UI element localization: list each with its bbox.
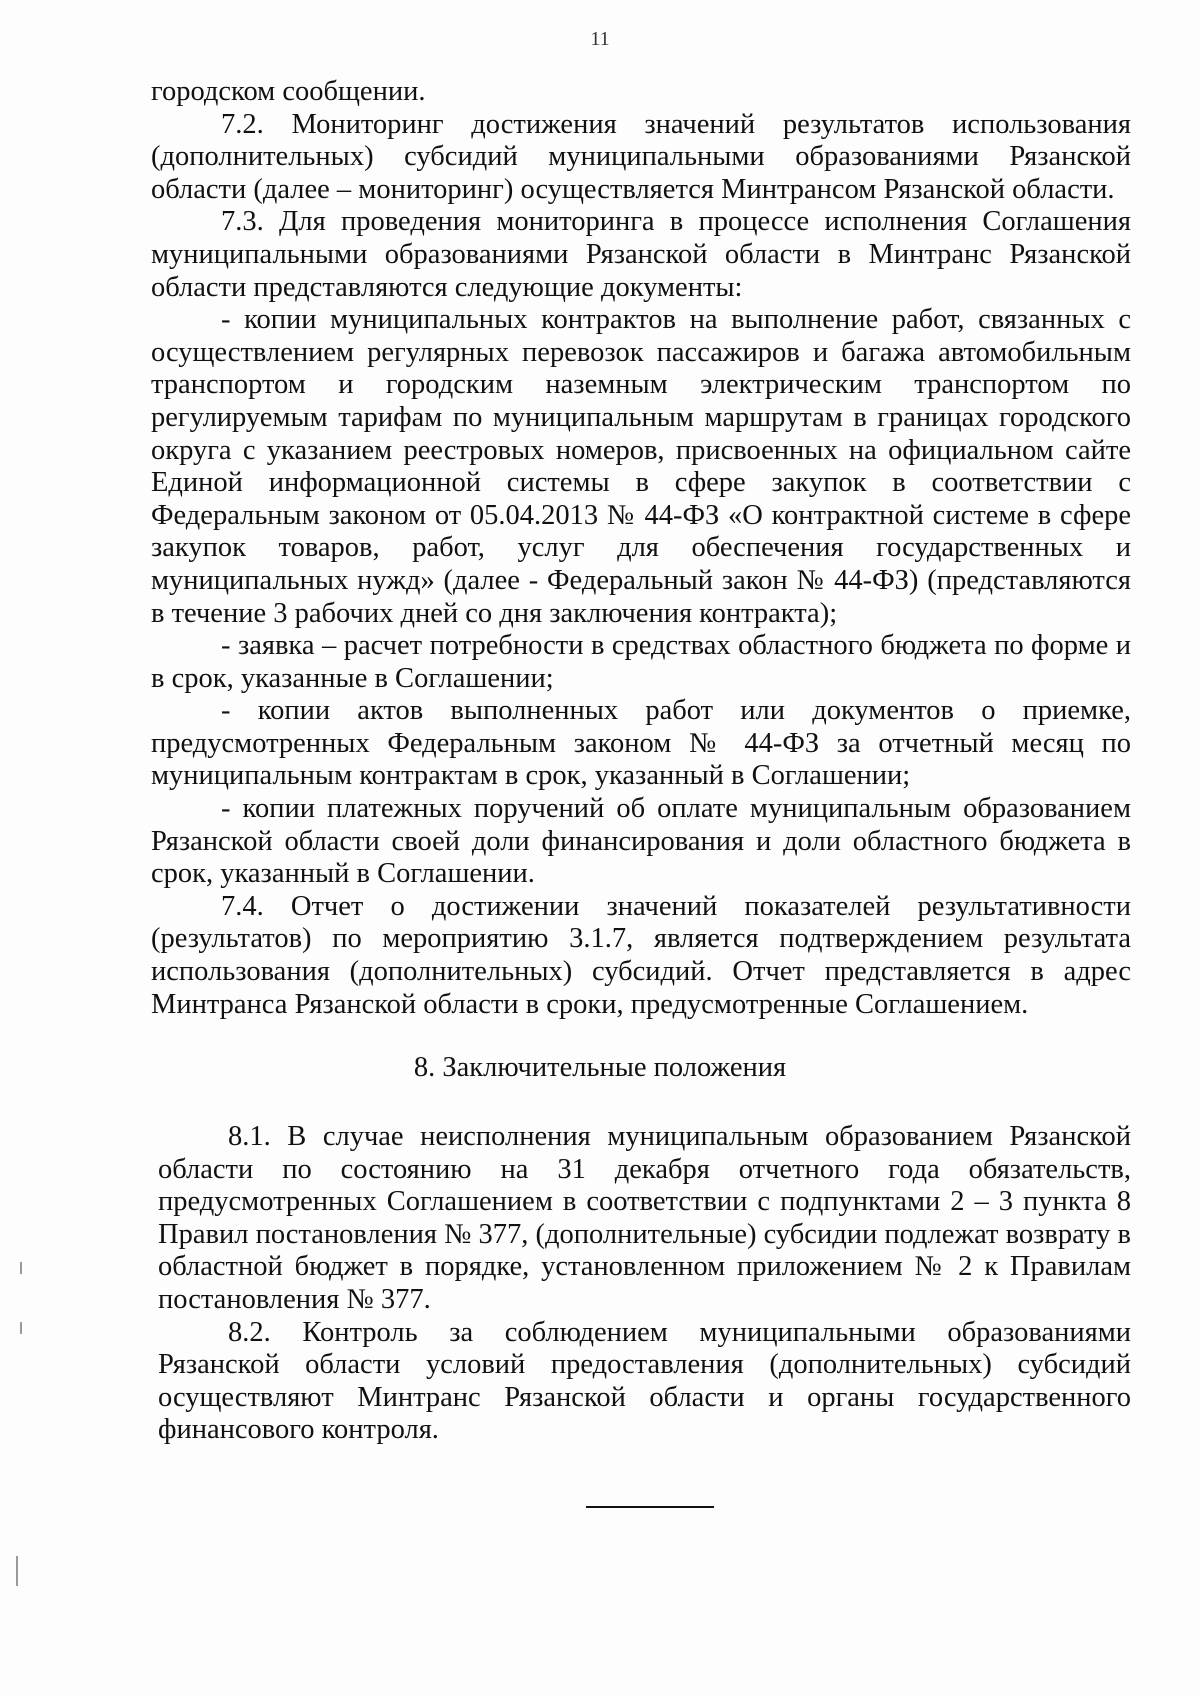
list-item-payments: - копии платежных поручений об оплате муниципальным образованием Рязанской области своей доли финансирования и доли областного бюджета в срок, указанный в Соглашении. [151, 793, 1131, 890]
section-7-text [151, 76, 1131, 1021]
paragraph-continuation: городском сообщении. [151, 76, 426, 107]
scan-artifact [20, 1322, 22, 1334]
paragraph-8-1: 8.1. В случае неисполнения муниципальным образованием Рязанской области по состоянию на 31 декабря отчетного года обязательств, предусмотренных Соглашением в соответствии с подпунктами 2 – 3 пункта 8 Правил постановления № 377, (дополнительные) субсидии подлежат возврату в областной бюджет в порядке, установленном приложением № 2 к Правилам постановления № 377. [158, 1121, 1131, 1315]
scan-artifact [16, 1556, 18, 1586]
list-item-contracts: - копии муниципальных контрактов на выполнение работ, связанных с осуществлением регулярных перевозок пассажиров и багажа автомобильным транспортом и городским наземным электрическим транспортом по регулируемым тарифам по муниципальным маршрутам в границах городского округа с указанием реестровых номеров, присвоенных на официальном сайте Единой информационной системы в сфере закупок в соответствии с Федеральным законом от 05.04.2013 № 44-ФЗ «О контрактной системе в сфере закупок товаров, работ, услуг для обеспечения государственных и муниципальных нужд» (далее - Федеральный закон № 44-ФЗ) (представляются в течение 3 рабочих дней со дня заключения контракта); [151, 304, 1131, 629]
section-8-text [158, 1121, 1131, 1447]
list-item-request: - заявка – расчет потребности в средствах областного бюджета по форме и в срок, указанные в Соглашении; [151, 630, 1131, 694]
paragraph-7-4: 7.4. Отчет о достижении значений показателей результативности (результатов) по мероприятию 3.1.7, является подтверждением результата использования (дополнительных) субсидий. Отчет представляется в адрес Минтранса Рязанской области в сроки, предусмотренные Соглашением. [151, 890, 1131, 1020]
list-item-acts: - копии актов выполненных работ или документов о приемке, предусмотренных Федеральным законом № 44-ФЗ за отчетный месяц по муниципальным контрактам в срок, указанный в Соглашении; [151, 695, 1131, 792]
scan-artifact [20, 1262, 22, 1274]
end-divider [586, 1506, 714, 1508]
paragraph-7-3: 7.3. Для проведения мониторинга в процессе исполнения Соглашения муниципальными образованиями Рязанской области в Минтранс Рязанской области представляются следующие документы: [151, 206, 1131, 303]
page-number: 11 [590, 28, 610, 50]
paragraph-8-2: 8.2. Контроль за соблюдением муниципальными образованиями Рязанской области условий предоставления (дополнительных) субсидий осуществляют Минтранс Рязанской области и органы государственного финансового контроля. [158, 1316, 1131, 1446]
paragraph-7-2: 7.2. Мониторинг достижения значений результатов использования (дополнительных) субсидий муниципальными образованиями Рязанской области (далее – мониторинг) осуществляется Минтрансом Рязанской области. [151, 108, 1131, 205]
section-8-heading: 8. Заключительные положения [413, 1052, 787, 1083]
